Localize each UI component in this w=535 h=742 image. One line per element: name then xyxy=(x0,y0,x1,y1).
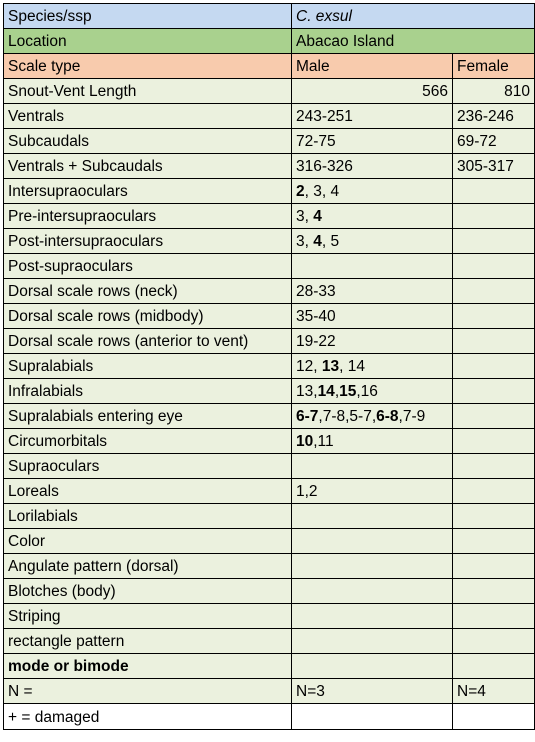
female-value-cell[interactable] xyxy=(453,379,535,404)
row-label-cell[interactable]: Dorsal scale rows (midbody) xyxy=(4,304,292,329)
male-value-segment: , 14 xyxy=(339,358,365,375)
location-label-cell[interactable]: Location xyxy=(4,29,292,54)
male-value-segment: 4 xyxy=(313,233,322,250)
male-value-segment: 14 xyxy=(317,383,335,400)
row-label-cell[interactable]: mode or bimode xyxy=(4,654,292,679)
table-row xyxy=(4,154,535,179)
male-value-cell[interactable]: 566 xyxy=(292,79,453,104)
female-value-cell[interactable] xyxy=(453,604,535,629)
male-value-cell[interactable] xyxy=(292,629,453,654)
scale-data-sheet xyxy=(3,3,534,730)
table-row xyxy=(4,229,535,254)
male-value-cell[interactable]: N=3 xyxy=(292,679,453,704)
male-value-cell[interactable] xyxy=(292,429,453,454)
male-value-cell[interactable] xyxy=(292,604,453,629)
male-value-cell[interactable]: 1,2 xyxy=(292,479,453,504)
table-row xyxy=(4,329,535,354)
table-row xyxy=(4,404,535,429)
male-value-cell[interactable] xyxy=(292,529,453,554)
table-row xyxy=(4,104,535,129)
male-value-cell[interactable]: 19-22 xyxy=(292,329,453,354)
male-value-segment: 6-8 xyxy=(376,408,399,425)
female-value-cell[interactable] xyxy=(453,329,535,354)
female-value-cell[interactable] xyxy=(453,254,535,279)
female-value-cell[interactable]: 69-72 xyxy=(453,129,535,154)
male-value-cell[interactable] xyxy=(292,379,453,404)
male-value-cell[interactable]: 72-75 xyxy=(292,129,453,154)
table-row xyxy=(4,654,535,679)
male-value-segment: 3, xyxy=(296,233,314,250)
table-row xyxy=(4,254,535,279)
table-row xyxy=(4,179,535,204)
footnote-female-cell[interactable] xyxy=(453,704,535,730)
row-label-cell[interactable]: Subcaudals xyxy=(4,129,292,154)
table-row xyxy=(4,579,535,604)
table-row xyxy=(4,554,535,579)
table-row xyxy=(4,679,535,704)
female-value-cell[interactable]: 810 xyxy=(453,79,535,104)
female-value-cell[interactable] xyxy=(453,179,535,204)
male-value-segment: 13 xyxy=(321,358,340,375)
row-label-cell[interactable]: Supralabials xyxy=(4,354,292,379)
male-value-segment: 4 xyxy=(313,208,322,225)
footnote-male-cell[interactable] xyxy=(292,704,453,730)
female-value-cell[interactable] xyxy=(453,554,535,579)
table-row xyxy=(4,379,535,404)
male-value-cell[interactable] xyxy=(292,654,453,679)
row-label-cell[interactable]: Supraoculars xyxy=(4,454,292,479)
female-value-cell[interactable] xyxy=(453,629,535,654)
male-value-segment: , xyxy=(334,383,340,400)
row-label-cell[interactable]: Ventrals xyxy=(4,104,292,129)
male-value-segment: ,16 xyxy=(356,383,378,400)
row-label-cell[interactable]: Angulate pattern (dorsal) xyxy=(4,554,292,579)
species-label-cell[interactable]: Species/ssp xyxy=(4,4,292,29)
male-value-segment: 6-7 xyxy=(296,408,319,425)
male-value-segment: 2 xyxy=(296,183,305,200)
scale-table xyxy=(3,3,535,730)
species-value-cell[interactable]: C. exsul xyxy=(292,4,535,29)
footnote-cell[interactable]: + = damaged xyxy=(4,704,292,730)
male-value-cell[interactable] xyxy=(292,504,453,529)
male-value-segment: 3, xyxy=(296,208,314,225)
male-value-segment: 10 xyxy=(296,433,314,450)
male-value-cell[interactable] xyxy=(292,229,453,254)
row-label-cell[interactable]: Ventrals + Subcaudals xyxy=(4,154,292,179)
row-label-cell[interactable]: Pre-intersupraoculars xyxy=(4,204,292,229)
female-value-cell[interactable] xyxy=(453,354,535,379)
location-value-cell[interactable]: Abacao Island xyxy=(292,29,535,54)
male-value-segment: , 3, 4 xyxy=(304,183,340,200)
table-row xyxy=(4,304,535,329)
row-label-cell[interactable]: Striping xyxy=(4,604,292,629)
male-value-segment: , 5 xyxy=(321,233,340,250)
row-label-cell[interactable]: Intersupraoculars xyxy=(4,179,292,204)
male-value-cell[interactable] xyxy=(292,579,453,604)
row-label-cell[interactable]: Color xyxy=(4,529,292,554)
table-row xyxy=(4,479,535,504)
table-row xyxy=(4,604,535,629)
male-value-cell[interactable]: 316-326 xyxy=(292,154,453,179)
female-value-cell[interactable] xyxy=(453,479,535,504)
male-value-cell[interactable]: 35-40 xyxy=(292,304,453,329)
table-row xyxy=(4,529,535,554)
female-value-cell[interactable] xyxy=(453,429,535,454)
male-value-cell[interactable]: 243-251 xyxy=(292,104,453,129)
female-value-cell[interactable] xyxy=(453,504,535,529)
location-row xyxy=(4,29,535,54)
female-header-cell[interactable]: Female xyxy=(453,54,535,79)
male-value-segment: ,7-9 xyxy=(398,408,426,425)
row-label-cell[interactable]: Dorsal scale rows (anterior to vent) xyxy=(4,329,292,354)
female-value-cell[interactable] xyxy=(453,454,535,479)
table-row xyxy=(4,429,535,454)
male-value-cell[interactable] xyxy=(292,179,453,204)
row-label-cell[interactable]: Dorsal scale rows (neck) xyxy=(4,279,292,304)
scale-type-label-cell[interactable]: Scale type xyxy=(4,54,292,79)
male-header-cell[interactable]: Male xyxy=(292,54,453,79)
table-row xyxy=(4,504,535,529)
table-row xyxy=(4,279,535,304)
female-value-cell[interactable]: N=4 xyxy=(453,679,535,704)
row-label-cell[interactable]: Lorilabials xyxy=(4,504,292,529)
male-value-segment: ,7-8,5-7, xyxy=(318,408,377,425)
female-value-cell[interactable] xyxy=(453,654,535,679)
male-value-cell[interactable] xyxy=(292,554,453,579)
female-value-cell[interactable]: 305-317 xyxy=(453,154,535,179)
male-value-cell[interactable] xyxy=(292,254,453,279)
female-value-cell[interactable] xyxy=(453,579,535,604)
male-value-segment: 12, xyxy=(296,358,322,375)
row-label-cell[interactable]: Infralabials xyxy=(4,379,292,404)
female-value-cell[interactable] xyxy=(453,529,535,554)
table-row xyxy=(4,454,535,479)
row-label-cell[interactable]: Post-intersupraoculars xyxy=(4,229,292,254)
male-value-cell[interactable] xyxy=(292,204,453,229)
male-value-segment: 13, xyxy=(296,383,318,400)
male-value-segment: 15 xyxy=(339,383,357,400)
female-value-cell[interactable] xyxy=(453,279,535,304)
table-row xyxy=(4,129,535,154)
row-label-cell[interactable]: Circumorbitals xyxy=(4,429,292,454)
row-label-cell[interactable]: rectangle pattern xyxy=(4,629,292,654)
table-row xyxy=(4,204,535,229)
female-value-cell[interactable]: 236-246 xyxy=(453,104,535,129)
female-value-cell[interactable] xyxy=(453,404,535,429)
male-value-cell[interactable] xyxy=(292,354,453,379)
female-value-cell[interactable] xyxy=(453,229,535,254)
scale-type-row xyxy=(4,54,535,79)
row-label-cell[interactable]: Blotches (body) xyxy=(4,579,292,604)
footnote-row xyxy=(4,704,535,730)
male-value-cell[interactable]: 28-33 xyxy=(292,279,453,304)
row-label-cell[interactable]: Post-supraoculars xyxy=(4,254,292,279)
row-label-cell[interactable]: Loreals xyxy=(4,479,292,504)
male-value-segment: ,11 xyxy=(313,433,334,450)
row-label-cell[interactable]: Supralabials entering eye xyxy=(4,404,292,429)
table-row xyxy=(4,629,535,654)
male-value-cell[interactable] xyxy=(292,404,453,429)
table-row xyxy=(4,354,535,379)
female-value-cell[interactable] xyxy=(453,304,535,329)
row-label-cell[interactable]: N = xyxy=(4,679,292,704)
table-row xyxy=(4,79,535,104)
row-label-cell[interactable]: Snout-Vent Length xyxy=(4,79,292,104)
male-value-cell[interactable] xyxy=(292,454,453,479)
species-row xyxy=(4,4,535,29)
female-value-cell[interactable] xyxy=(453,204,535,229)
